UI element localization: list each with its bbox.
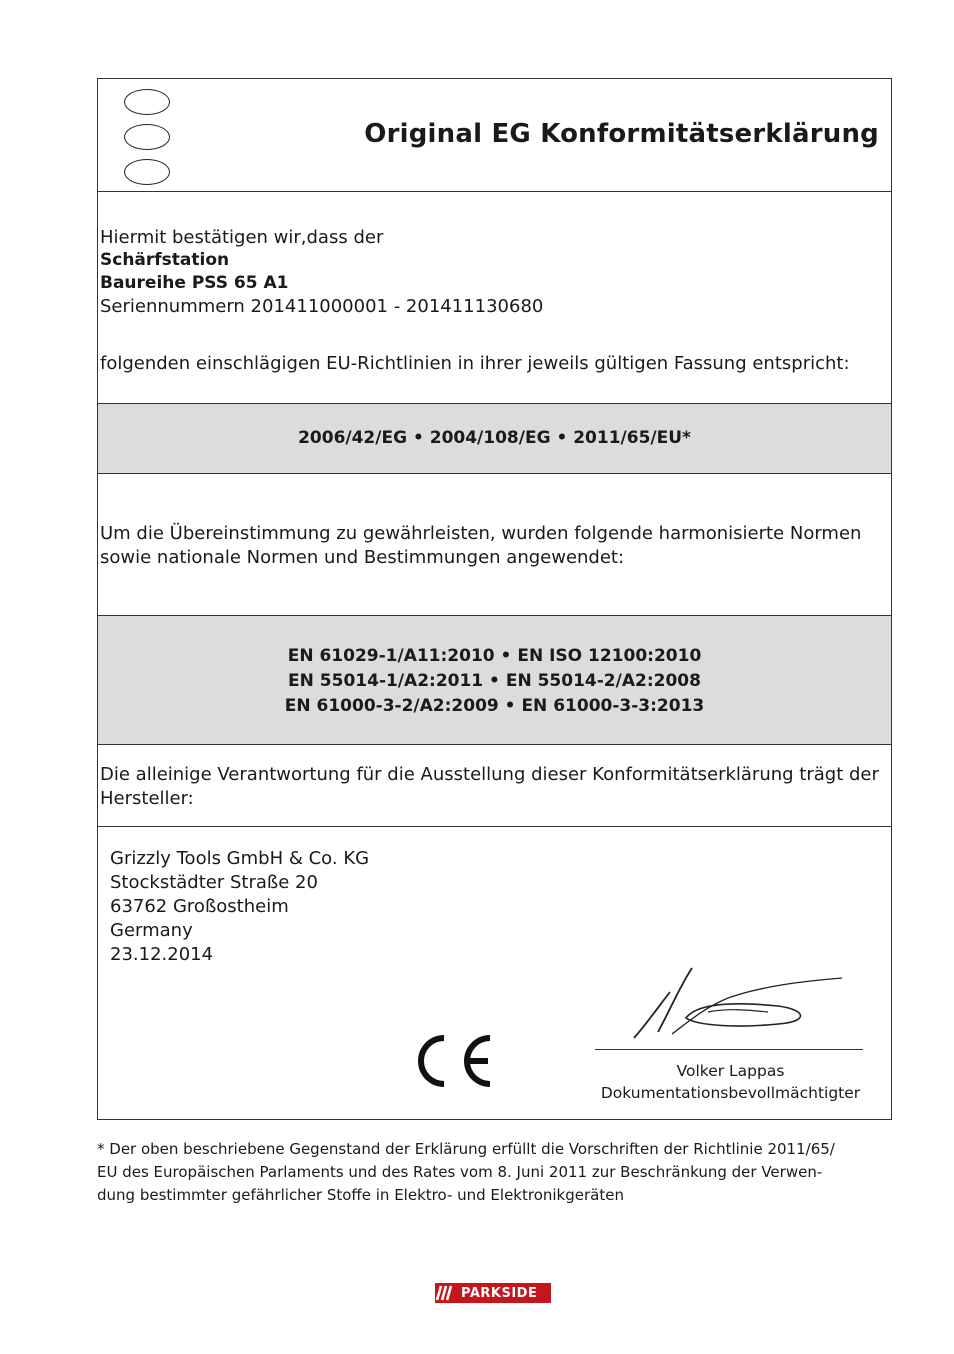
standards-statement [98, 473, 891, 615]
signature-icon [628, 962, 848, 1042]
norm-line: EN 55014-1/A2:2011 • EN 55014-2/A2:2008 [288, 671, 701, 691]
statement-line: sowie nationale Normen und Bestimmungen angewendet: [100, 547, 625, 568]
responsibility-section [98, 744, 891, 826]
oval-icon [124, 124, 170, 150]
oval-icon [124, 159, 170, 185]
country: Germany [110, 920, 193, 941]
parkside-logo [435, 1283, 551, 1303]
signer-block [588, 1060, 873, 1104]
footnote-line: EU des Europäischen Parlaments und des Rates vom 8. Juni 2011 zur Beschränkung der Verwen- [97, 1163, 823, 1181]
oval-icon [124, 89, 170, 115]
responsibility-line: Hersteller: [100, 788, 194, 809]
ce-mark-icon [410, 1032, 496, 1090]
declaration-frame [97, 78, 892, 1120]
header-section [98, 79, 891, 191]
responsibility-line: Die alleinige Verantwortung für die Ausstellung dieser Konformitätserklärung trägt der [100, 764, 879, 785]
date: 23.12.2014 [110, 944, 214, 965]
manufacturer-address [110, 847, 369, 967]
serial-numbers: Seriennummern 201411000001 - 201411130680 [100, 296, 544, 317]
city: 63762 Großostheim [110, 896, 289, 917]
product-series: Baureihe PSS 65 A1 [100, 273, 289, 293]
page-title: Original EG Konformitätserklärung [364, 119, 879, 149]
footnote-line: * Der oben beschriebene Gegenstand der Erklärung erfüllt die Vorschriften der Richtlinie 2011/65/ [97, 1140, 835, 1158]
logo-brand: PARKSIDE [461, 1285, 538, 1301]
signer-name: Volker Lappas [676, 1062, 785, 1080]
directives-list: 2006/42/EG • 2004/108/EG • 2011/65/EU* [298, 428, 691, 448]
norm-line: EN 61029-1/A11:2010 • EN ISO 12100:2010 [287, 646, 702, 666]
language-ovals [124, 87, 174, 187]
signature-line [595, 1049, 863, 1050]
norms-section [98, 615, 891, 744]
directives-section [98, 403, 891, 473]
manufacturer-section [98, 826, 891, 1121]
statement-line: Um die Übereinstimmung zu gewährleisten, wurden folgende harmonisierte Normen [100, 523, 862, 544]
footnote [97, 1138, 897, 1207]
company-name: Grizzly Tools GmbH & Co. KG [110, 848, 370, 869]
product-name: Schärfstation [100, 250, 230, 270]
directives-intro: folgenden einschlägigen EU-Richtlinien in ihrer jeweils gültigen Fassung entspricht: [100, 353, 850, 374]
footnote-line: dung bestimmter gefährlicher Stoffe in Elektro- und Elektronikgeräten [97, 1186, 624, 1204]
intro-line: Hiermit bestätigen wir,dass der [100, 227, 384, 248]
norm-line: EN 61000-3-2/A2:2009 • EN 61000-3-3:2013 [284, 696, 705, 716]
street: Stockstädter Straße 20 [110, 872, 318, 893]
logo-stripes-icon [435, 1283, 459, 1303]
intro-section [98, 191, 891, 403]
signer-role: Dokumentationsbevollmächtigter [600, 1084, 861, 1102]
